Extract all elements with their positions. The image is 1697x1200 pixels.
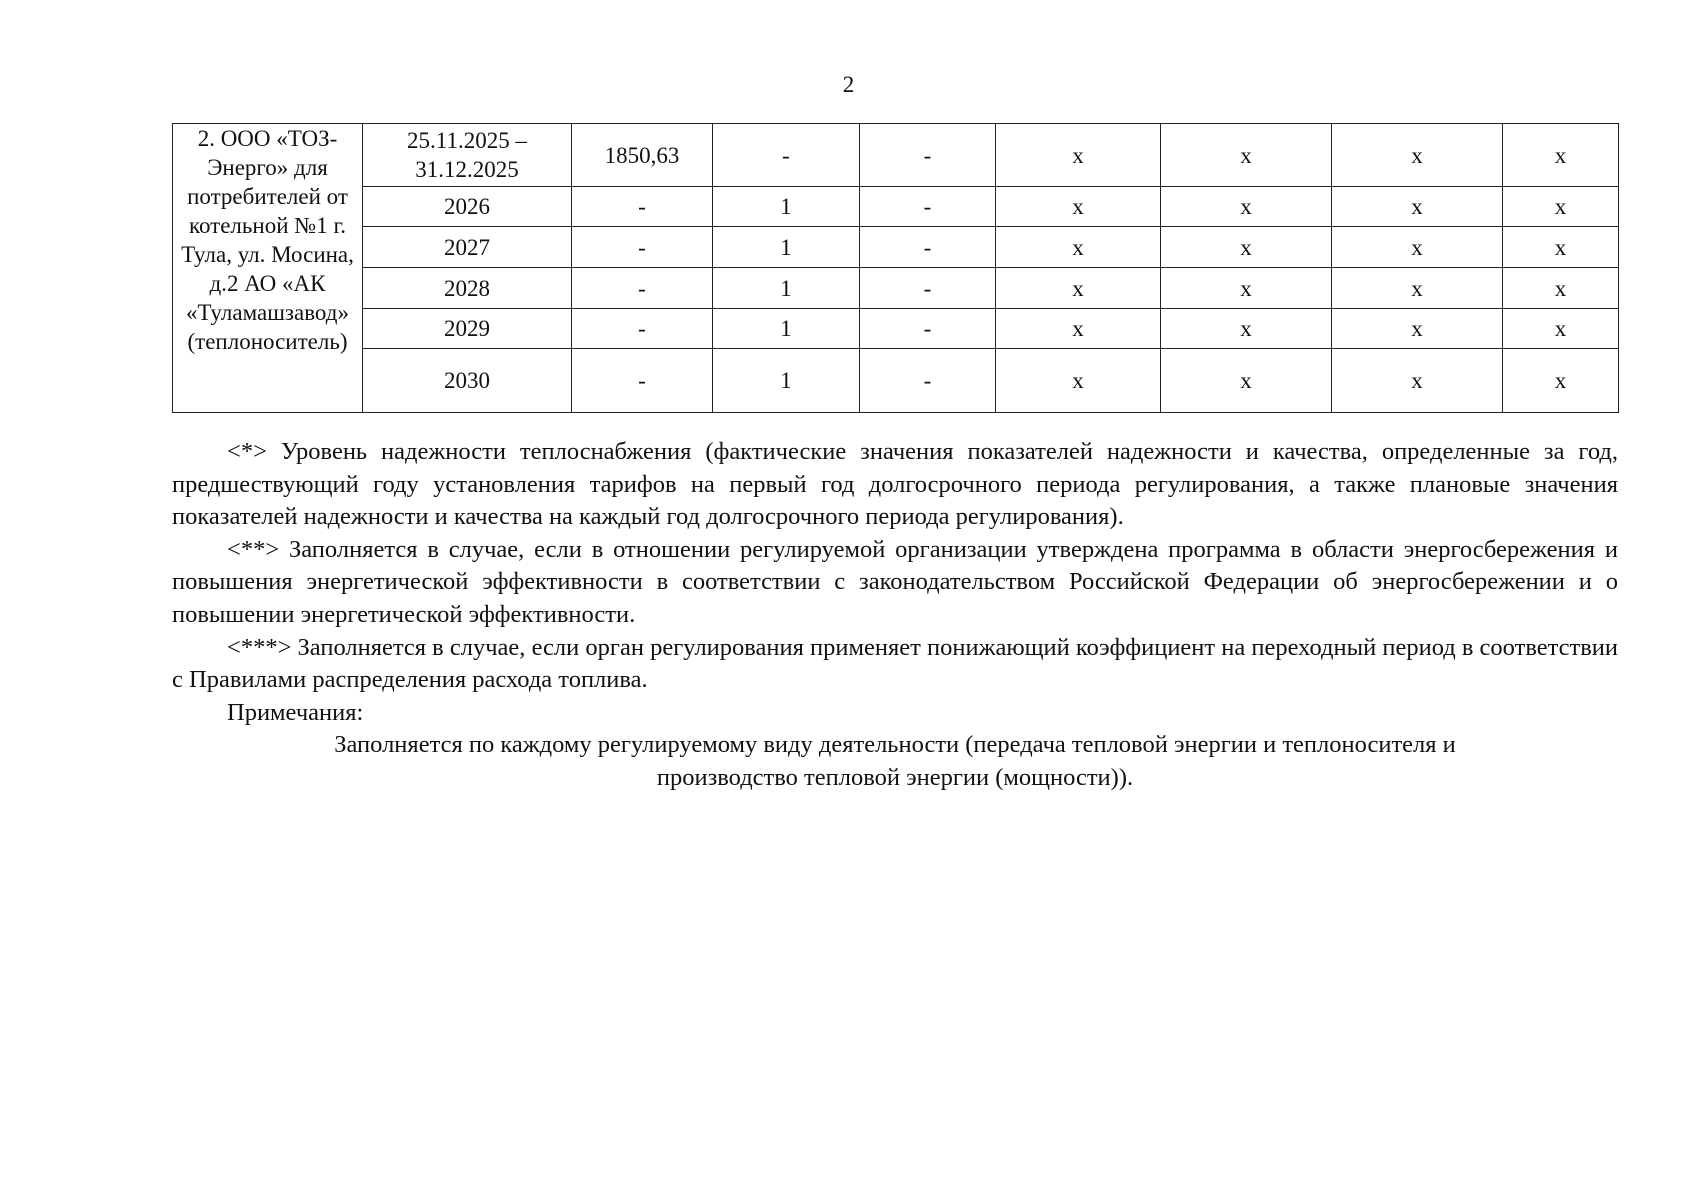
table-cell: 1 bbox=[713, 349, 860, 413]
table-cell: х bbox=[996, 349, 1161, 413]
table-cell: - bbox=[860, 187, 996, 227]
table-row bbox=[173, 309, 1619, 349]
remarks-text-line2: производство тепловой энергии (мощности)). bbox=[656, 763, 1134, 791]
table-cell: х bbox=[1503, 268, 1619, 309]
remarks-title: Примечания: bbox=[227, 698, 364, 726]
table-cell: х bbox=[1161, 124, 1332, 187]
period-cell: 25.11.2025 – 31.12.2025 bbox=[363, 124, 572, 187]
table-cell: х bbox=[1503, 187, 1619, 227]
period-cell: 2029 bbox=[363, 309, 572, 349]
table-cell: - bbox=[860, 227, 996, 268]
table-cell: - bbox=[860, 124, 996, 187]
table-cell: х bbox=[1161, 187, 1332, 227]
table-row bbox=[173, 227, 1619, 268]
table-cell: х bbox=[1332, 268, 1503, 309]
table-cell: х bbox=[1503, 227, 1619, 268]
table-cell: - bbox=[860, 268, 996, 309]
table-cell: - bbox=[572, 309, 713, 349]
period-cell: 2027 bbox=[363, 227, 572, 268]
table-cell: х bbox=[996, 227, 1161, 268]
period-cell: 2026 bbox=[363, 187, 572, 227]
table-row bbox=[173, 187, 1619, 227]
footnotes bbox=[172, 436, 1618, 795]
footnote-reduction-coefficient: <***> Заполняется в случае, если орган регулирования применяет понижающий коэффициент на переходный период в соответствии с Правилами распределения расхода топлива. bbox=[172, 633, 1618, 694]
table-cell: х bbox=[1332, 187, 1503, 227]
period-cell: 2028 bbox=[363, 268, 572, 309]
table-cell: - bbox=[572, 349, 713, 413]
table-cell: - bbox=[860, 349, 996, 413]
table-cell: х bbox=[1161, 268, 1332, 309]
table-cell: - bbox=[860, 309, 996, 349]
table-cell: - bbox=[572, 227, 713, 268]
table-cell: - bbox=[572, 268, 713, 309]
table-cell: х bbox=[1332, 227, 1503, 268]
footnote-energy-saving: <**> Заполняется в случае, если в отношении регулируемой организации утверждена программа в области энергосбережения и повышения энергетической эффективности в соответствии с законодательством Российской Федерации об энергосбережении и о повышении энергетической эффективности. bbox=[172, 535, 1618, 628]
period-cell: 2030 bbox=[363, 349, 572, 413]
table-cell: х bbox=[1332, 124, 1503, 187]
table-cell: х bbox=[1161, 309, 1332, 349]
table-cell: х bbox=[1503, 124, 1619, 187]
table-cell: х bbox=[1503, 349, 1619, 413]
table-cell: х bbox=[996, 268, 1161, 309]
table-cell: 1850,63 bbox=[572, 124, 713, 187]
table-cell: 1 bbox=[713, 309, 860, 349]
tariff-table bbox=[172, 123, 1619, 413]
table-cell: - bbox=[713, 124, 860, 187]
table-cell: х bbox=[1332, 309, 1503, 349]
footnote-reliability: <*> Уровень надежности теплоснабжения (фактические значения показателей надежности и качества, определенные за год, предшествующий году установления тарифов на первый год долгосрочного периода регулирования, а также плановые значения показателей надежности и качества на каждый год долгосрочного периода регулирования). bbox=[172, 438, 1618, 531]
table-cell: 1 bbox=[713, 268, 860, 309]
remarks-text-line1: Заполняется по каждому регулируемому виду деятельности (передача тепловой энергии и теплоносителя и bbox=[334, 731, 1456, 759]
organization-cell: 2. ООО «ТОЗ-Энерго» для потребителей от котельной №1 г. Тула, ул. Мосина, д.2 АО «АК «Туламашзавод» (теплоноситель) bbox=[173, 124, 363, 413]
table-row bbox=[173, 124, 1619, 187]
table-cell: х bbox=[996, 187, 1161, 227]
table-cell: х bbox=[1161, 227, 1332, 268]
table-row bbox=[173, 268, 1619, 309]
page-number: 2 bbox=[842, 72, 855, 97]
table-row bbox=[173, 349, 1619, 413]
table-cell: - bbox=[572, 187, 713, 227]
table-cell: х bbox=[1503, 309, 1619, 349]
table-cell: х bbox=[1161, 349, 1332, 413]
table-cell: х bbox=[996, 309, 1161, 349]
table-cell: х bbox=[1332, 349, 1503, 413]
table-cell: 1 bbox=[713, 227, 860, 268]
table-cell: х bbox=[996, 124, 1161, 187]
table-cell: 1 bbox=[713, 187, 860, 227]
